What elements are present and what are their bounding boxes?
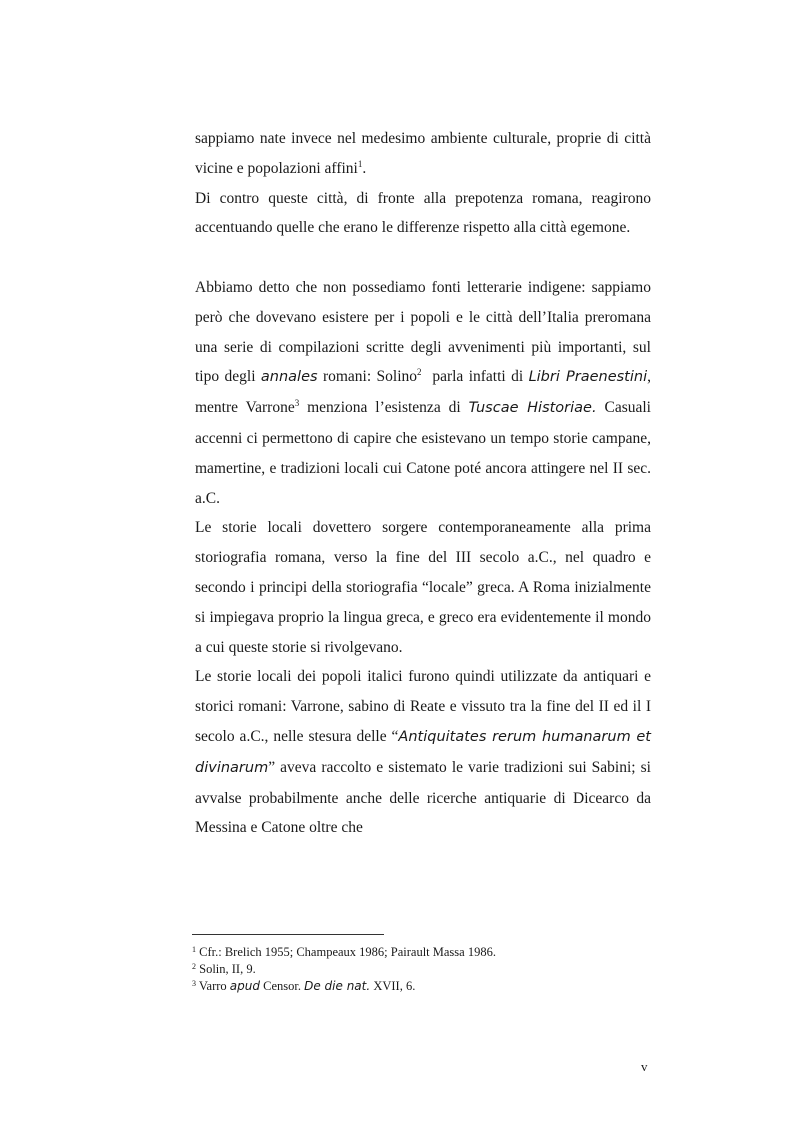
footnote-ref-1[interactable]: 1 — [357, 158, 363, 169]
page-number: v — [641, 1059, 648, 1074]
paragraph-5: Le storie locali dei popoli italici furono quindi utilizzate da antiquari e storici romani: Varrone, sabino di Reate e vissuto tra la fine del II ed il I secolo a.C., nelle stesura delle “Antiquitates rerum humanarum et divinarum” aveva raccolto e sistemato le varie tradizioni sui Sabini; si avvalse probabilmente anche delle ricerche antiquarie di Dicearco da Messina e Catone oltre che — [195, 668, 651, 837]
footnote-separator — [192, 934, 384, 935]
footnote-2: $^2$ Solin, II, 9. — [192, 962, 256, 976]
footnote-ref-3[interactable]: 3 — [294, 398, 300, 409]
paragraph-4: Le storie locali dovettero sorgere contemporaneamente alla prima storiografia romana, verso la fine del III secolo a.C., nel quadro e secondo i principi della storiografia “locale” greca. A Roma inizialmente si impiegava proprio la lingua greca, e greco era evidentemente il mondo a cui queste storie si rivolgevano. — [195, 519, 651, 656]
footnote-3: $^3$ Varro apud Censor. De die nat. XVII, 6. — [192, 979, 416, 993]
footnotes — [192, 944, 652, 995]
paragraph-1: sappiamo nate invece nel medesimo ambiente culturale, proprie di città vicine e popolazioni affini$^1$. — [195, 130, 651, 177]
footnote-1: $^1$ Cfr.: Brelich 1955; Champeaux 1986; Pairault Massa 1986. — [192, 945, 496, 959]
paragraph-3: Abbiamo detto che non possediamo fonti letterarie indigene: sappiamo però che dovevano esistere per i popoli e le città dell’Italia preromana una serie di compilazioni scritte degli avvenimenti più importanti, sul tipo degli annales romani: Solino$^2$ parla infatti di Libri Praenestini, mentre Varrone$^3$ menziona l’esistenza di Tuscae Historiae. Casuali accenni ci permettono di capire che esistevano un tempo storie campane, mamertine, e tradizioni locali cui Catone poté ancora attingere nel II sec. a.C. — [195, 278, 651, 507]
main-text — [195, 124, 651, 843]
paragraph-gap — [195, 243, 651, 273]
paragraph-2: Di contro queste città, di fronte alla prepotenza romana, reagirono accentuando quelle che erano le differenze rispetto alla città egemone. — [195, 189, 651, 237]
footnote-ref-2[interactable]: 2 — [417, 367, 422, 378]
